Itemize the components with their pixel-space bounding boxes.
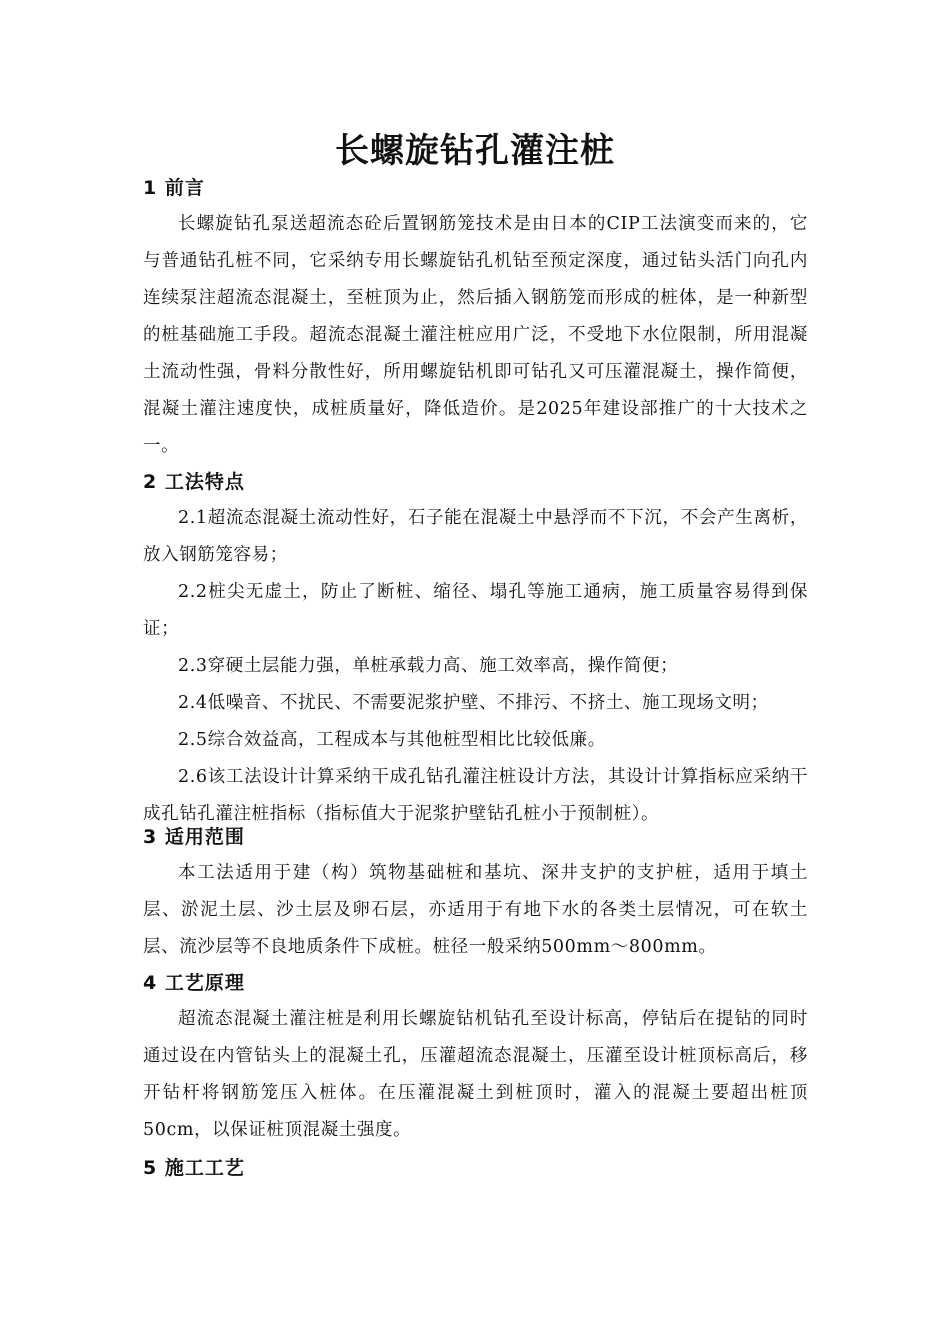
- paragraph: 2.1超流态混凝土流动性好，石子能在混凝土中悬浮而不下沉，不会产生离析，放入钢筋笼容易；: [143, 508, 808, 565]
- paragraph: 超流态混凝土灌注桩是利用长螺旋钻机钻孔至设计标高，停钻后在提钻的同时通过设在内管钻头上的混凝土孔，压灌超流态混凝土，压灌至设计桩顶标高后，移开钻杆将钢筋笼压入桩体。在压灌混凝土到桩顶时，灌入的混凝土要超出桩顶50cm，以保证桩顶混凝土强度。: [143, 1009, 808, 1140]
- section-construction-process: [143, 1150, 808, 1186]
- section-heading: 5 施工工艺: [143, 1157, 245, 1179]
- paragraph: 2.3穿硬土层能力强，单桩承载力高、施工效率高，操作简便；: [178, 656, 679, 676]
- section-heading: 3 适用范围: [143, 826, 245, 848]
- paragraph: 2.4低噪音、不扰民、不需要泥浆护壁、不排污、不挤土、施工现场文明；: [178, 693, 769, 713]
- section-heading: 2 工法特点: [143, 471, 245, 493]
- section-features: [143, 464, 808, 833]
- section-principle: [143, 965, 808, 1149]
- paragraph: 长螺旋钻孔泵送超流态砼后置钢筋笼技术是由日本的CIP工法演变而来的，它与普通钻孔桩不同，它采纳专用长螺旋钻孔机钻至预定深度，通过钻头活门向孔内连续泵注超流态混凝土，至桩顶为止，然后插入钢筋笼而形成的桩体，是一种新型的桩基础施工手段。超流态混凝土灌注桩应用广泛，不受地下水位限制，所用混凝土流动性强，骨料分散性好，所用螺旋钻机即可钻孔又可压灌混凝土，操作简便，混凝土灌注速度快，成桩质量好，降低造价。是2025年建设部推广的十大技术之一。: [143, 214, 808, 456]
- paragraph: 2.2桩尖无虚土，防止了断桩、缩径、塌孔等施工通病，施工质量容易得到保证；: [143, 582, 808, 639]
- paragraph: 2.5综合效益高，工程成本与其他桩型相比比较低廉。: [178, 730, 606, 750]
- paragraph: 2.6该工法设计计算采纳干成孔钻孔灌注桩设计方法，其设计计算指标应采纳干成孔钻孔灌注桩指标（指标值大于泥浆护壁钻孔桩小于预制桩）。: [143, 767, 808, 824]
- section-scope: [143, 819, 808, 966]
- section-foreword: [143, 170, 808, 465]
- section-heading: 4 工艺原理: [143, 972, 245, 994]
- section-heading: 1 前言: [143, 177, 205, 199]
- paragraph: 本工法适用于建（构）筑物基础桩和基坑、深井支护的支护桩，适用于填土层、淤泥土层、沙土层及卵石层，亦适用于有地下水的各类土层情况，可在软土层、流沙层等不良地质条件下成桩。桩径一般采纳500mm～800mm。: [143, 863, 808, 957]
- document-title: 长螺旋钻孔灌注桩: [335, 131, 615, 171]
